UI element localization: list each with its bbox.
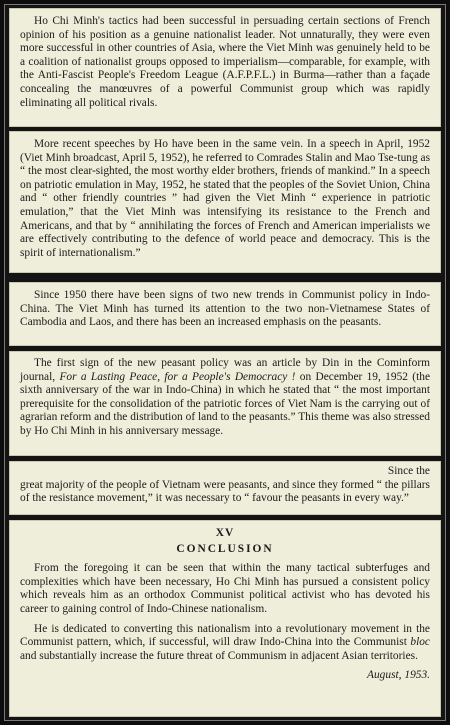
bloc-word: bloc: [410, 636, 430, 649]
section-title: CONCLUSION: [176, 542, 274, 555]
since-fragment: Since the: [387, 465, 430, 477]
clipping-trends: [9, 282, 441, 346]
conclusion-paragraph-1: From the foregoing it can be seen that within the many tactical subterfuges and complexities which have been necessary, Ho Chi Minh has pursued a consistent policy which reveals him as an orthodox Communist political activist who has devoted his career to gaining control of Indo-Chinese nationalism.: [20, 562, 430, 615]
paragraph-tactics: Ho Chi Minh's tactics had been successful in persuading certain sections of French opinion of his position as a genuine nationalist leader. Not unnaturally, they were even more successful in other countries of Asia, where the Viet Minh was genuinely held to be a coalition of nationalist groups opposed to imperialism—comparable, for example, with the Anti-Fascist People's Freedom League (A.F.P.F.L.) in Burma—rather than a façade concealing the manœuvres of a powerful Communist group which was rapidly eliminating all political rivals.: [20, 15, 430, 109]
clipping-peasant-policy: [9, 351, 441, 456]
section-number: XV: [215, 527, 235, 539]
conclusion-text-before: He is dedicated to converting this nationalism into a revolutionary movement in the Communist pattern, which, if successful, will draw Indo-China into the Communist: [20, 622, 430, 649]
peasant-text-before: The first sign of the new peasant policy was an article by Din in the Cominform journal,: [20, 357, 430, 383]
paragraph-trends: Since 1950 there have been signs of two new trends in Communist policy in Indo-China. The Viet Minh has turned its attention to the two non-Vietnamese States of Cambodia and Laos, and there has been an increased emphasis on the peasants.: [20, 289, 430, 329]
paragraph-peasants-majority: great majority of the people of Vietnam were peasants, and since they formed “ the pillars of the resistance movement,” it was necessary to “ favour the peasants in every way.”: [20, 478, 430, 505]
journal-title: For a Lasting Peace, for a People's Democracy !: [59, 370, 296, 383]
conclusion-text-after: and substantially increase the future threat of Communism in adjacent Asian territories.: [20, 649, 418, 662]
paragraph-peasant-policy: [20, 357, 430, 439]
clipping-peasants-majority: [9, 461, 441, 515]
clipping-tactics: [9, 8, 441, 127]
clipping-speeches: [9, 131, 441, 273]
document-date: August, 1953.: [367, 669, 430, 682]
clipping-conclusion: [9, 520, 441, 717]
peasant-text-after: on December 19, 1952 (the sixth anniversary of the war in Indo-China) in which he stated that “ the most important prerequisite for the consolidation of the patriotic forces of Viet Nam is the carrying out of agrarian reform and the distribution of land to the peasants.” This theme was also stressed by Ho Chi Minh in his anniversary message.: [20, 370, 430, 437]
paragraph-speeches: More recent speeches by Ho have been in the same vein. In a speech in April, 1952 (Viet Minh broadcast, April 5, 1952), he referred to Comrades Stalin and Mao Tse-tung as “ the most clear-sighted, the most worthy elder brothers, friends of mankind.” In a speech on patriotic emulation in May, 1952, he stated that the peoples of the Soviet Union, China and “ other friendly countries ” had given the Viet Minh “ experience in patriotic emulation,” that the Viet Minh was intensifying its resistance to the French and Americans, and that by “ annihilating the forces of French and American imperialists we are effectively contributing to the defence of world peace and democracy. This is the spirit of internationalism.”: [20, 138, 430, 259]
conclusion-paragraph-2: [20, 623, 430, 664]
